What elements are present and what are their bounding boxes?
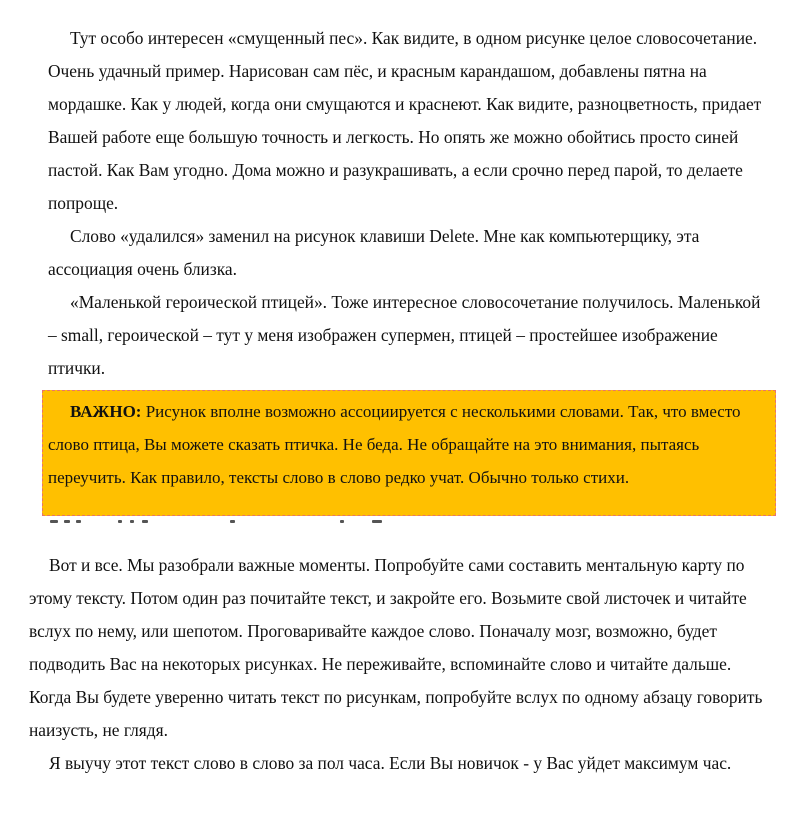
- important-note-body: Рисунок вполне возможно ассоциируется с несколькими словами. Так, что вместо слово птица, Вы можете сказать птичка. Не беда. Не обращайте на это внимания, пытаясь переучить. Как правило, тексты слово в слово редко учат. Обычно только стихи.: [48, 402, 741, 487]
- important-note-text: [48, 395, 767, 494]
- paragraph-embarrassed-dog: Тут особо интересен «смущенный пес». Как видите, в одном рисунке целое словосочетание. Очень удачный пример. Нарисован сам пёс, и красным карандашом, добавлены пятна на мордашке. Как у людей, когда они смущаются и краснеют. Как видите, разноцветность, придает Вашей работе еще большую точность и легкость. Но опять же можно обойтись просто синей пастой. Как Вам угодно. Дома можно и разукрашивать, а если срочно перед парой, то делаете попроще.: [48, 28, 762, 213]
- paragraph-summary: Вот и все. Мы разобрали важные моменты. Попробуйте сами составить ментальную карту по этому тексту. Потом один раз почитайте текст, и закройте его. Возьмите свой листочек и читайте вслух по нему, или шепотом. Проговаривайте каждое слово. Поначалу мозг, возможно, будет подводить Вас на некоторых рисунках. Не переживайте, вспоминайте слово и читайте дальше. Когда Вы будете уверенно читать текст по рисункам, попробуйте вслух по одному абзацу говорить наизусть, не глядя.: [29, 555, 763, 740]
- important-note-box: [42, 390, 776, 516]
- paragraph-learning-time: Я выучу этот текст слово в слово за пол часа. Если Вы новичок - у Вас уйдет максимум час.: [49, 753, 732, 773]
- paragraph-delete-key: Слово «удалился» заменил на рисунок клавиши Delete. Мне как компьютерщику, эта ассоциация очень близка.: [48, 226, 700, 279]
- important-note-label: ВАЖНО:: [70, 402, 142, 421]
- clipped-text-fragment: [50, 520, 390, 526]
- paragraph-heroic-bird: «Маленькой героической птицей». Тоже интересное словосочетание получилось. Маленькой – small, героической – тут у меня изображен супермен, птицей – простейшее изображение птички.: [48, 292, 761, 378]
